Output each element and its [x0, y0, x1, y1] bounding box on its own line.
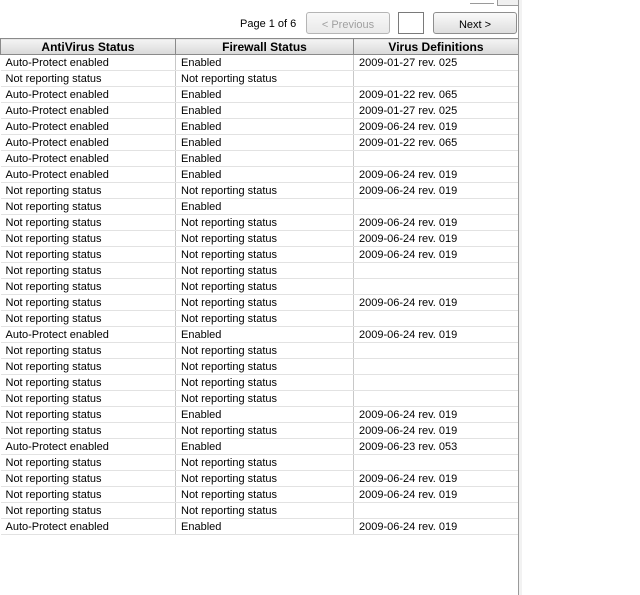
antivirus-status-cell: Not reporting status — [1, 375, 176, 391]
virus-definitions-cell: 2009-06-24 rev. 019 — [354, 327, 519, 343]
computer-status-table — [0, 38, 519, 535]
antivirus-status-cell: Not reporting status — [1, 199, 176, 215]
virus-definitions-cell: 2009-06-24 rev. 019 — [354, 471, 519, 487]
top-toolbar-edge — [470, 0, 494, 4]
table-row[interactable] — [1, 503, 519, 519]
antivirus-status-cell: Auto-Protect enabled — [1, 327, 176, 343]
table-row[interactable] — [1, 199, 519, 215]
table-row[interactable] — [1, 407, 519, 423]
table-row[interactable] — [1, 311, 519, 327]
antivirus-status-cell: Not reporting status — [1, 503, 176, 519]
antivirus-status-cell: Not reporting status — [1, 471, 176, 487]
antivirus-status-cell: Not reporting status — [1, 391, 176, 407]
antivirus-status-cell: Not reporting status — [1, 423, 176, 439]
antivirus-status-cell: Auto-Protect enabled — [1, 135, 176, 151]
virus-definitions-cell — [354, 343, 519, 359]
virus-definitions-cell: 2009-06-24 rev. 019 — [354, 231, 519, 247]
table-row[interactable] — [1, 391, 519, 407]
virus-definitions-cell — [354, 375, 519, 391]
table-row[interactable] — [1, 135, 519, 151]
table-row[interactable] — [1, 295, 519, 311]
table-row[interactable] — [1, 55, 519, 71]
virus-definitions-cell: 2009-06-24 rev. 019 — [354, 519, 519, 535]
virus-definitions-cell: 2009-01-22 rev. 065 — [354, 87, 519, 103]
table-row[interactable] — [1, 215, 519, 231]
virus-definitions-cell: 2009-06-24 rev. 019 — [354, 167, 519, 183]
table-row[interactable] — [1, 167, 519, 183]
table-row[interactable] — [1, 455, 519, 471]
firewall-status-cell: Not reporting status — [176, 279, 354, 295]
firewall-status-cell: Not reporting status — [176, 343, 354, 359]
virus-definitions-cell: 2009-01-27 rev. 025 — [354, 103, 519, 119]
antivirus-status-cell: Auto-Protect enabled — [1, 103, 176, 119]
antivirus-status-cell: Not reporting status — [1, 71, 176, 87]
virus-definitions-cell: 2009-06-23 rev. 053 — [354, 439, 519, 455]
antivirus-status-cell: Auto-Protect enabled — [1, 55, 176, 71]
antivirus-status-cell: Not reporting status — [1, 279, 176, 295]
firewall-status-cell: Enabled — [176, 87, 354, 103]
table-row[interactable] — [1, 103, 519, 119]
column-header-firewall-status[interactable]: Firewall Status — [176, 39, 354, 55]
firewall-status-cell: Not reporting status — [176, 263, 354, 279]
virus-definitions-cell — [354, 455, 519, 471]
table-row[interactable] — [1, 71, 519, 87]
antivirus-status-cell: Not reporting status — [1, 295, 176, 311]
virus-definitions-cell — [354, 199, 519, 215]
firewall-status-cell: Not reporting status — [176, 71, 354, 87]
firewall-status-cell: Enabled — [176, 407, 354, 423]
table-row[interactable] — [1, 247, 519, 263]
antivirus-status-cell: Not reporting status — [1, 487, 176, 503]
virus-definitions-cell: 2009-06-24 rev. 019 — [354, 295, 519, 311]
virus-definitions-cell: 2009-01-27 rev. 025 — [354, 55, 519, 71]
antivirus-status-cell: Not reporting status — [1, 311, 176, 327]
vertical-scrollbar[interactable] — [518, 0, 522, 595]
virus-definitions-cell — [354, 279, 519, 295]
antivirus-status-cell: Not reporting status — [1, 359, 176, 375]
table-body — [1, 55, 519, 535]
table-row[interactable] — [1, 519, 519, 535]
virus-definitions-cell — [354, 71, 519, 87]
table-row[interactable] — [1, 343, 519, 359]
table-row[interactable] — [1, 231, 519, 247]
page-number-input[interactable] — [398, 12, 424, 34]
firewall-status-cell: Not reporting status — [176, 183, 354, 199]
firewall-status-cell: Not reporting status — [176, 311, 354, 327]
table-row[interactable] — [1, 263, 519, 279]
virus-definitions-cell: 2009-06-24 rev. 019 — [354, 487, 519, 503]
table-row[interactable] — [1, 423, 519, 439]
virus-definitions-cell — [354, 263, 519, 279]
firewall-status-cell: Enabled — [176, 439, 354, 455]
antivirus-status-cell: Auto-Protect enabled — [1, 439, 176, 455]
antivirus-status-cell: Not reporting status — [1, 247, 176, 263]
top-dropdown-fragment[interactable] — [497, 0, 519, 6]
virus-definitions-cell — [354, 391, 519, 407]
firewall-status-cell: Enabled — [176, 151, 354, 167]
virus-definitions-cell: 2009-06-24 rev. 019 — [354, 423, 519, 439]
table-row[interactable] — [1, 327, 519, 343]
virus-definitions-cell — [354, 311, 519, 327]
antivirus-status-cell: Not reporting status — [1, 183, 176, 199]
firewall-status-cell: Not reporting status — [176, 375, 354, 391]
table-row[interactable] — [1, 487, 519, 503]
antivirus-status-cell: Not reporting status — [1, 263, 176, 279]
firewall-status-cell: Not reporting status — [176, 247, 354, 263]
table-row[interactable] — [1, 279, 519, 295]
antivirus-status-cell: Auto-Protect enabled — [1, 167, 176, 183]
firewall-status-cell: Enabled — [176, 199, 354, 215]
firewall-status-cell: Enabled — [176, 519, 354, 535]
pager — [0, 12, 518, 36]
antivirus-status-cell: Not reporting status — [1, 343, 176, 359]
table-row[interactable] — [1, 183, 519, 199]
antivirus-status-cell: Not reporting status — [1, 407, 176, 423]
antivirus-status-cell: Not reporting status — [1, 455, 176, 471]
firewall-status-cell: Not reporting status — [176, 231, 354, 247]
virus-definitions-cell: 2009-06-24 rev. 019 — [354, 215, 519, 231]
antivirus-status-cell: Auto-Protect enabled — [1, 519, 176, 535]
firewall-status-cell: Not reporting status — [176, 423, 354, 439]
firewall-status-cell: Enabled — [176, 135, 354, 151]
firewall-status-cell: Not reporting status — [176, 487, 354, 503]
antivirus-status-cell: Auto-Protect enabled — [1, 119, 176, 135]
table-row[interactable] — [1, 471, 519, 487]
firewall-status-cell: Enabled — [176, 103, 354, 119]
virus-definitions-cell: 2009-06-24 rev. 019 — [354, 183, 519, 199]
firewall-status-cell: Not reporting status — [176, 391, 354, 407]
table-row[interactable] — [1, 359, 519, 375]
firewall-status-cell: Enabled — [176, 327, 354, 343]
table-header-row — [1, 39, 519, 55]
virus-definitions-cell — [354, 151, 519, 167]
firewall-status-cell: Not reporting status — [176, 295, 354, 311]
firewall-status-cell: Not reporting status — [176, 359, 354, 375]
table-row[interactable] — [1, 375, 519, 391]
firewall-status-cell: Not reporting status — [176, 215, 354, 231]
next-page-button[interactable]: Next > — [433, 12, 517, 34]
table-row[interactable] — [1, 87, 519, 103]
firewall-status-cell: Enabled — [176, 55, 354, 71]
firewall-status-cell: Enabled — [176, 167, 354, 183]
firewall-status-cell: Not reporting status — [176, 471, 354, 487]
virus-definitions-cell: 2009-01-22 rev. 065 — [354, 135, 519, 151]
antivirus-status-cell: Not reporting status — [1, 215, 176, 231]
page-indicator: Page 1 of 6 — [240, 18, 297, 30]
virus-definitions-cell — [354, 359, 519, 375]
previous-page-button[interactable]: < Previous — [306, 12, 390, 34]
table-row[interactable] — [1, 119, 519, 135]
table-row[interactable] — [1, 151, 519, 167]
antivirus-status-cell: Not reporting status — [1, 231, 176, 247]
virus-definitions-cell — [354, 503, 519, 519]
column-header-virus-definitions[interactable]: Virus Definitions — [354, 39, 519, 55]
antivirus-status-cell: Auto-Protect enabled — [1, 87, 176, 103]
antivirus-status-cell: Auto-Protect enabled — [1, 151, 176, 167]
virus-definitions-cell: 2009-06-24 rev. 019 — [354, 247, 519, 263]
firewall-status-cell: Enabled — [176, 119, 354, 135]
firewall-status-cell: Not reporting status — [176, 455, 354, 471]
virus-definitions-cell: 2009-06-24 rev. 019 — [354, 407, 519, 423]
firewall-status-cell: Not reporting status — [176, 503, 354, 519]
table-row[interactable] — [1, 439, 519, 455]
column-header-antivirus-status[interactable]: AntiVirus Status — [1, 39, 176, 55]
virus-definitions-cell: 2009-06-24 rev. 019 — [354, 119, 519, 135]
